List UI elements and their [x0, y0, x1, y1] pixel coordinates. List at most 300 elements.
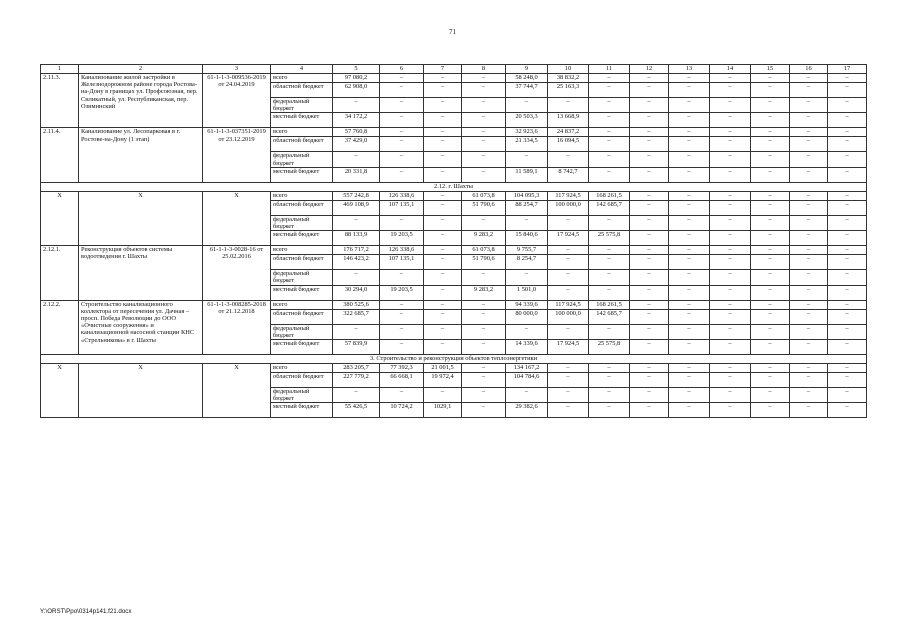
amount-cell: – [790, 98, 828, 113]
funding-source-label: местный бюджет [271, 113, 333, 128]
amount-cell: – [630, 167, 669, 182]
amount-cell: 21 001,5 [424, 364, 462, 373]
amount-cell: 19 203,5 [380, 231, 424, 246]
funding-source-label: областной бюджет [271, 373, 333, 388]
table-row [41, 128, 867, 137]
amount-cell: – [424, 285, 462, 300]
funding-source-label: областной бюджет [271, 255, 333, 270]
column-number-row [41, 65, 867, 74]
column-number: 15 [751, 65, 790, 74]
amount-cell: – [506, 215, 548, 230]
amount-cell: – [828, 231, 867, 246]
item-number: Х [41, 364, 79, 418]
item-number: 2.12.2. [41, 300, 79, 354]
item-name: Строительство канализационного коллектора от пересечения ул. Дачная – просп. Победа Революции до ООО «Очистные сооружения» и канализационной насосной станции КНС «Стрельникова» в г. Шахты [79, 300, 203, 354]
amount-cell: – [710, 191, 751, 200]
amount-cell: – [828, 364, 867, 373]
amount-cell: – [462, 373, 506, 388]
column-number: 7 [424, 65, 462, 74]
amount-cell: – [462, 83, 506, 98]
amount-cell: – [669, 113, 710, 128]
table-row [41, 246, 867, 255]
amount-cell: – [333, 270, 380, 285]
amount-cell: – [751, 191, 790, 200]
amount-cell: – [630, 98, 669, 113]
amount-cell: – [669, 403, 710, 418]
amount-cell: – [751, 215, 790, 230]
amount-cell: – [669, 364, 710, 373]
amount-cell: – [548, 388, 589, 403]
amount-cell: 25 575,8 [589, 231, 630, 246]
amount-cell: 21 334,5 [506, 137, 548, 152]
column-number: 17 [828, 65, 867, 74]
amount-cell: 34 172,2 [333, 113, 380, 128]
amount-cell: – [790, 309, 828, 324]
item-name: Канализование ул. Лесопарковая в г. Ростове-на-Дону (1 этап) [79, 128, 203, 182]
amount-cell: 146 423,2 [333, 255, 380, 270]
amount-cell: – [333, 152, 380, 167]
amount-cell: 77 392,3 [380, 364, 424, 373]
amount-cell: 1029,1 [424, 403, 462, 418]
amount-cell: 32 923,6 [506, 128, 548, 137]
funding-source-label: местный бюджет [271, 167, 333, 182]
amount-cell: – [589, 137, 630, 152]
amount-cell: – [751, 231, 790, 246]
amount-cell: – [380, 309, 424, 324]
amount-cell: – [589, 364, 630, 373]
amount-cell: – [589, 388, 630, 403]
amount-cell: 134 167,2 [506, 364, 548, 373]
amount-cell: – [630, 215, 669, 230]
funding-source-label: федеральный бюджет [271, 324, 333, 339]
funding-source-label: всего [271, 128, 333, 137]
amount-cell: 117 924,5 [548, 191, 589, 200]
amount-cell: 126 338,6 [380, 191, 424, 200]
amount-cell: – [828, 113, 867, 128]
amount-cell: – [828, 340, 867, 355]
amount-cell: – [424, 324, 462, 339]
amount-cell: 126 338,6 [380, 246, 424, 255]
section-row [41, 355, 867, 364]
amount-cell: – [828, 403, 867, 418]
amount-cell: – [630, 231, 669, 246]
amount-cell: – [669, 137, 710, 152]
amount-cell: – [380, 324, 424, 339]
amount-cell: 55 426,5 [333, 403, 380, 418]
amount-cell: – [589, 270, 630, 285]
amount-cell: 8 742,7 [548, 167, 589, 182]
amount-cell: – [790, 200, 828, 215]
amount-cell: – [630, 403, 669, 418]
column-number: 10 [548, 65, 589, 74]
amount-cell: – [828, 191, 867, 200]
amount-cell: – [828, 152, 867, 167]
amount-cell: – [790, 137, 828, 152]
item-number: Х [41, 191, 79, 245]
amount-cell: – [424, 270, 462, 285]
amount-cell: 38 832,2 [548, 74, 589, 83]
amount-cell: – [548, 373, 589, 388]
amount-cell: 25 163,3 [548, 83, 589, 98]
amount-cell: – [462, 364, 506, 373]
amount-cell: – [462, 340, 506, 355]
amount-cell: – [589, 74, 630, 83]
funding-source-label: местный бюджет [271, 285, 333, 300]
amount-cell: 14 339,6 [506, 340, 548, 355]
amount-cell: – [828, 74, 867, 83]
amount-cell: – [710, 388, 751, 403]
amount-cell: – [710, 364, 751, 373]
amount-cell: – [790, 113, 828, 128]
amount-cell: – [669, 83, 710, 98]
funding-source-label: всего [271, 364, 333, 373]
amount-cell: – [548, 364, 589, 373]
amount-cell: – [589, 403, 630, 418]
amount-cell: – [380, 215, 424, 230]
amount-cell: – [751, 270, 790, 285]
column-number: 11 [589, 65, 630, 74]
amount-cell: – [589, 128, 630, 137]
amount-cell: – [424, 152, 462, 167]
amount-cell: – [790, 255, 828, 270]
amount-cell: – [828, 255, 867, 270]
amount-cell: – [828, 98, 867, 113]
table-row [41, 191, 867, 200]
amount-cell: – [548, 270, 589, 285]
section-row [41, 182, 867, 191]
amount-cell: – [669, 231, 710, 246]
amount-cell: – [424, 74, 462, 83]
amount-cell: – [380, 340, 424, 355]
amount-cell: – [828, 373, 867, 388]
funding-source-label: федеральный бюджет [271, 388, 333, 403]
amount-cell: 107 135,1 [380, 200, 424, 215]
amount-cell: – [462, 137, 506, 152]
amount-cell: – [710, 403, 751, 418]
amount-cell: – [710, 255, 751, 270]
item-name: Канализование жилой застройки в Железнодорожном районе города Ростова-на-Дону в границах ул. Профсоюзная, пер. Силикатный, ул. Республиканская, пер. Озиминский [79, 74, 203, 128]
amount-cell: – [462, 215, 506, 230]
amount-cell: 37 429,0 [333, 137, 380, 152]
amount-cell: 227 779,2 [333, 373, 380, 388]
amount-cell: – [828, 270, 867, 285]
funding-source-label: федеральный бюджет [271, 152, 333, 167]
amount-cell: 61 073,8 [462, 246, 506, 255]
amount-cell: – [710, 113, 751, 128]
amount-cell: – [751, 309, 790, 324]
funding-source-label: областной бюджет [271, 83, 333, 98]
amount-cell: – [828, 309, 867, 324]
amount-cell: – [828, 83, 867, 98]
amount-cell: – [751, 137, 790, 152]
amount-cell: 13 668,9 [548, 113, 589, 128]
amount-cell: – [710, 246, 751, 255]
table-row [41, 364, 867, 373]
amount-cell: – [630, 83, 669, 98]
amount-cell: 9 283,2 [462, 285, 506, 300]
amount-cell: 104 784,6 [506, 373, 548, 388]
amount-cell: – [630, 364, 669, 373]
amount-cell: – [751, 98, 790, 113]
amount-cell: – [669, 167, 710, 182]
amount-cell: – [669, 309, 710, 324]
amount-cell: – [828, 137, 867, 152]
amount-cell: – [589, 152, 630, 167]
funding-source-label: местный бюджет [271, 403, 333, 418]
amount-cell: 17 924,5 [548, 231, 589, 246]
funding-source-label: всего [271, 74, 333, 83]
amount-cell: – [548, 255, 589, 270]
amount-cell: – [828, 200, 867, 215]
amount-cell: 88 133,9 [333, 231, 380, 246]
amount-cell: – [424, 167, 462, 182]
amount-cell: – [506, 152, 548, 167]
amount-cell: – [790, 215, 828, 230]
amount-cell: – [669, 246, 710, 255]
amount-cell: 1 501,0 [506, 285, 548, 300]
amount-cell: – [710, 215, 751, 230]
amount-cell: – [333, 388, 380, 403]
funding-source-label: местный бюджет [271, 340, 333, 355]
amount-cell: – [462, 98, 506, 113]
amount-cell: – [506, 388, 548, 403]
amount-cell: – [828, 388, 867, 403]
amount-cell: – [589, 113, 630, 128]
amount-cell: – [790, 152, 828, 167]
item-number: 2.11.3. [41, 74, 79, 128]
amount-cell: – [790, 364, 828, 373]
amount-cell: – [710, 231, 751, 246]
amount-cell: – [710, 200, 751, 215]
amount-cell: – [380, 152, 424, 167]
amount-cell: 9 755,7 [506, 246, 548, 255]
amount-cell: 322 685,7 [333, 309, 380, 324]
amount-cell: – [751, 152, 790, 167]
amount-cell: – [630, 324, 669, 339]
expertise-document: 61-1-1-3-009536-2019 от 24.04.2019 [203, 74, 271, 128]
amount-cell: – [424, 128, 462, 137]
amount-cell: – [790, 246, 828, 255]
amount-cell: – [380, 98, 424, 113]
amount-cell: – [669, 270, 710, 285]
amount-cell: – [710, 324, 751, 339]
amount-cell: – [710, 300, 751, 309]
column-number: 3 [203, 65, 271, 74]
amount-cell: – [630, 388, 669, 403]
amount-cell: – [589, 324, 630, 339]
amount-cell: – [462, 74, 506, 83]
item-number: 2.11.4. [41, 128, 79, 182]
amount-cell: 469 108,9 [333, 200, 380, 215]
amount-cell: 8 254,7 [506, 255, 548, 270]
amount-cell: – [828, 324, 867, 339]
amount-cell: – [630, 137, 669, 152]
amount-cell: – [710, 98, 751, 113]
amount-cell: – [710, 340, 751, 355]
amount-cell: – [669, 74, 710, 83]
amount-cell: – [424, 200, 462, 215]
amount-cell: – [790, 231, 828, 246]
amount-cell: 94 339,6 [506, 300, 548, 309]
amount-cell: – [589, 255, 630, 270]
amount-cell: – [710, 74, 751, 83]
amount-cell: 57 760,8 [333, 128, 380, 137]
amount-cell: – [589, 98, 630, 113]
column-number: 4 [271, 65, 333, 74]
amount-cell: – [333, 98, 380, 113]
amount-cell: – [548, 285, 589, 300]
amount-cell: – [751, 285, 790, 300]
funding-source-label: федеральный бюджет [271, 98, 333, 113]
amount-cell: – [506, 270, 548, 285]
column-number: 12 [630, 65, 669, 74]
amount-cell: 100 000,0 [548, 200, 589, 215]
amount-cell: 11 589,1 [506, 167, 548, 182]
amount-cell: – [462, 324, 506, 339]
column-number: 6 [380, 65, 424, 74]
amount-cell: – [710, 167, 751, 182]
amount-cell: – [828, 285, 867, 300]
amount-cell: 104 095,3 [506, 191, 548, 200]
amount-cell: – [462, 128, 506, 137]
amount-cell: – [424, 231, 462, 246]
amount-cell: – [424, 98, 462, 113]
amount-cell: – [751, 113, 790, 128]
funding-source-label: федеральный бюджет [271, 270, 333, 285]
amount-cell: 19 972,4 [424, 373, 462, 388]
amount-cell: – [828, 246, 867, 255]
amount-cell: – [380, 388, 424, 403]
amount-cell: – [630, 373, 669, 388]
amount-cell: 168 261,5 [589, 191, 630, 200]
amount-cell: – [790, 191, 828, 200]
amount-cell: – [333, 324, 380, 339]
file-path-footer: Y:\ORST\Ppo\0314p141.f21.docx [40, 608, 132, 615]
amount-cell: – [669, 215, 710, 230]
amount-cell: – [751, 128, 790, 137]
column-number: 9 [506, 65, 548, 74]
amount-cell: – [589, 215, 630, 230]
amount-cell: – [424, 255, 462, 270]
amount-cell: – [669, 300, 710, 309]
amount-cell: 80 000,0 [506, 309, 548, 324]
amount-cell: – [424, 83, 462, 98]
amount-cell: – [424, 137, 462, 152]
amount-cell: – [710, 309, 751, 324]
amount-cell: 20 331,8 [333, 167, 380, 182]
amount-cell: 30 294,0 [333, 285, 380, 300]
amount-cell: – [424, 215, 462, 230]
column-number: 16 [790, 65, 828, 74]
amount-cell: – [669, 324, 710, 339]
item-name: Реконструкция объектов системы водоотведения г. Шахты [79, 246, 203, 300]
amount-cell: – [790, 403, 828, 418]
amount-cell: – [506, 324, 548, 339]
amount-cell: 19 203,5 [380, 285, 424, 300]
amount-cell: 58 248,0 [506, 74, 548, 83]
amount-cell: – [548, 246, 589, 255]
section-title: 3. Строительство и реконструкция объектов теплоэнергетики [41, 355, 867, 364]
amount-cell: 142 685,7 [589, 309, 630, 324]
amount-cell: – [751, 246, 790, 255]
amount-cell: – [828, 215, 867, 230]
funding-source-label: областной бюджет [271, 200, 333, 215]
amount-cell: – [630, 246, 669, 255]
amount-cell: – [380, 167, 424, 182]
amount-cell: – [669, 340, 710, 355]
amount-cell: – [630, 309, 669, 324]
amount-cell: – [790, 324, 828, 339]
amount-cell: – [630, 255, 669, 270]
amount-cell: – [790, 285, 828, 300]
amount-cell: 51 790,6 [462, 255, 506, 270]
amount-cell: – [790, 340, 828, 355]
amount-cell: – [380, 74, 424, 83]
amount-cell: – [424, 246, 462, 255]
page-number: 71 [449, 28, 456, 36]
amount-cell: – [424, 113, 462, 128]
amount-cell: 10 724,2 [380, 403, 424, 418]
amount-cell: – [589, 83, 630, 98]
amount-cell: – [710, 373, 751, 388]
amount-cell: – [424, 388, 462, 403]
expertise-document: Х [203, 364, 271, 418]
amount-cell: – [669, 191, 710, 200]
amount-cell: – [548, 152, 589, 167]
amount-cell: – [630, 300, 669, 309]
amount-cell: – [669, 255, 710, 270]
amount-cell: – [380, 83, 424, 98]
amount-cell: – [380, 137, 424, 152]
amount-cell: – [790, 128, 828, 137]
amount-cell: – [548, 324, 589, 339]
amount-cell: – [751, 373, 790, 388]
amount-cell: – [380, 270, 424, 285]
amount-cell: – [710, 270, 751, 285]
amount-cell: 117 924,5 [548, 300, 589, 309]
amount-cell: – [548, 403, 589, 418]
amount-cell: – [751, 364, 790, 373]
amount-cell: – [506, 98, 548, 113]
funding-source-label: федеральный бюджет [271, 215, 333, 230]
funding-source-label: местный бюджет [271, 231, 333, 246]
item-number: 2.12.1. [41, 246, 79, 300]
amount-cell: 37 744,7 [506, 83, 548, 98]
amount-cell: – [751, 388, 790, 403]
amount-cell: – [710, 83, 751, 98]
amount-cell: – [630, 152, 669, 167]
amount-cell: 557 242,8 [333, 191, 380, 200]
amount-cell: 20 503,3 [506, 113, 548, 128]
amount-cell: – [630, 285, 669, 300]
amount-cell: – [669, 285, 710, 300]
amount-cell: – [751, 83, 790, 98]
amount-cell: – [630, 74, 669, 83]
amount-cell: – [462, 167, 506, 182]
section-title: 2.12. г. Шахты [41, 182, 867, 191]
amount-cell: – [548, 215, 589, 230]
amount-cell: – [828, 128, 867, 137]
amount-cell: 57 839,9 [333, 340, 380, 355]
amount-cell: – [828, 167, 867, 182]
column-number: 13 [669, 65, 710, 74]
amount-cell: – [630, 340, 669, 355]
amount-cell: – [630, 270, 669, 285]
amount-cell: – [710, 285, 751, 300]
amount-cell: – [589, 167, 630, 182]
amount-cell: 17 924,5 [548, 340, 589, 355]
amount-cell: 25 575,8 [589, 340, 630, 355]
